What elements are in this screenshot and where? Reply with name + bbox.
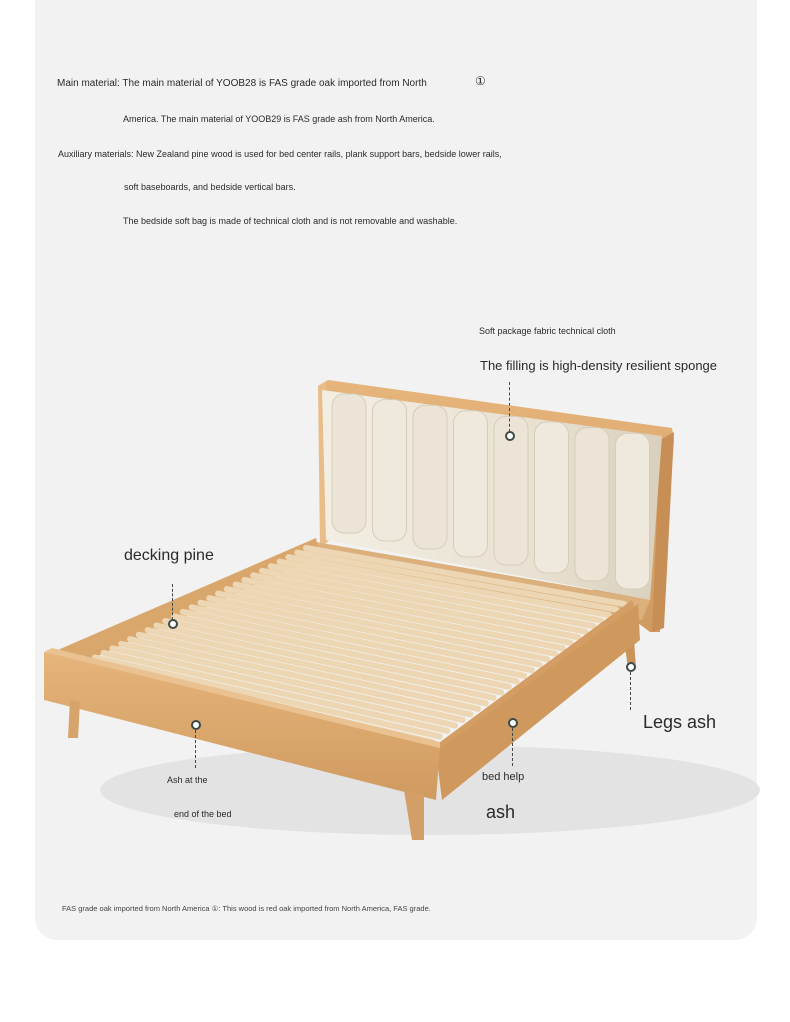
callout-foot-line-1: Ash at the <box>167 775 208 785</box>
auxiliary-material-line-1: Auxiliary materials: New Zealand pine wood is used for bed center rails, plank support bars, bedside lower rails, <box>58 149 502 159</box>
callout-foot-line-2: end of the bed <box>174 809 232 819</box>
callout-dot-legs <box>626 662 636 672</box>
footnote: FAS grade oak imported from North America ①: This wood is red oak imported from North America, FAS grade. <box>62 904 431 913</box>
cushion-channel <box>413 405 447 549</box>
callout-dot-foot <box>191 720 201 730</box>
footnote-marker: ① <box>475 74 486 88</box>
cushion-channel <box>575 428 609 581</box>
callout-line-bed-help <box>512 728 513 766</box>
auxiliary-material-line-2: soft baseboards, and bedside vertical bars. <box>124 182 296 192</box>
main-material-line-1: Main material: The main material of YOOB28 is FAS grade oak imported from North <box>57 78 427 89</box>
callout-legs-ash: Legs ash <box>643 712 717 732</box>
main-material-line-2: America. The main material of YOOB29 is FAS grade ash from North America. <box>123 114 435 124</box>
cushion-channel <box>616 433 650 589</box>
callout-dot-bed-help <box>508 718 518 728</box>
callout-dot-cushion <box>505 431 515 441</box>
callout-dot-decking <box>168 619 178 629</box>
auxiliary-material-line-3: The bedside soft bag is made of technical cloth and is not removable and washable. <box>123 216 458 226</box>
callout-bed-help-line-1: bed help <box>482 771 525 783</box>
callout-filling: The filling is high-density resilient sponge <box>480 358 718 373</box>
cushion-channel <box>373 400 407 541</box>
callout-line-legs <box>630 672 631 710</box>
cushion-channel <box>332 394 366 533</box>
front-leg-left <box>68 700 80 738</box>
callout-bed-help-line-2: ash <box>486 802 516 822</box>
cushion-channel <box>454 411 488 557</box>
callout-line-decking <box>172 584 173 620</box>
callout-line-foot <box>195 730 196 768</box>
cushion-channel <box>535 422 569 573</box>
callout-soft-package: Soft package fabric technical cloth <box>479 326 616 336</box>
callout-decking-pine: decking pine <box>124 547 214 564</box>
callout-line-cushion <box>509 382 510 432</box>
